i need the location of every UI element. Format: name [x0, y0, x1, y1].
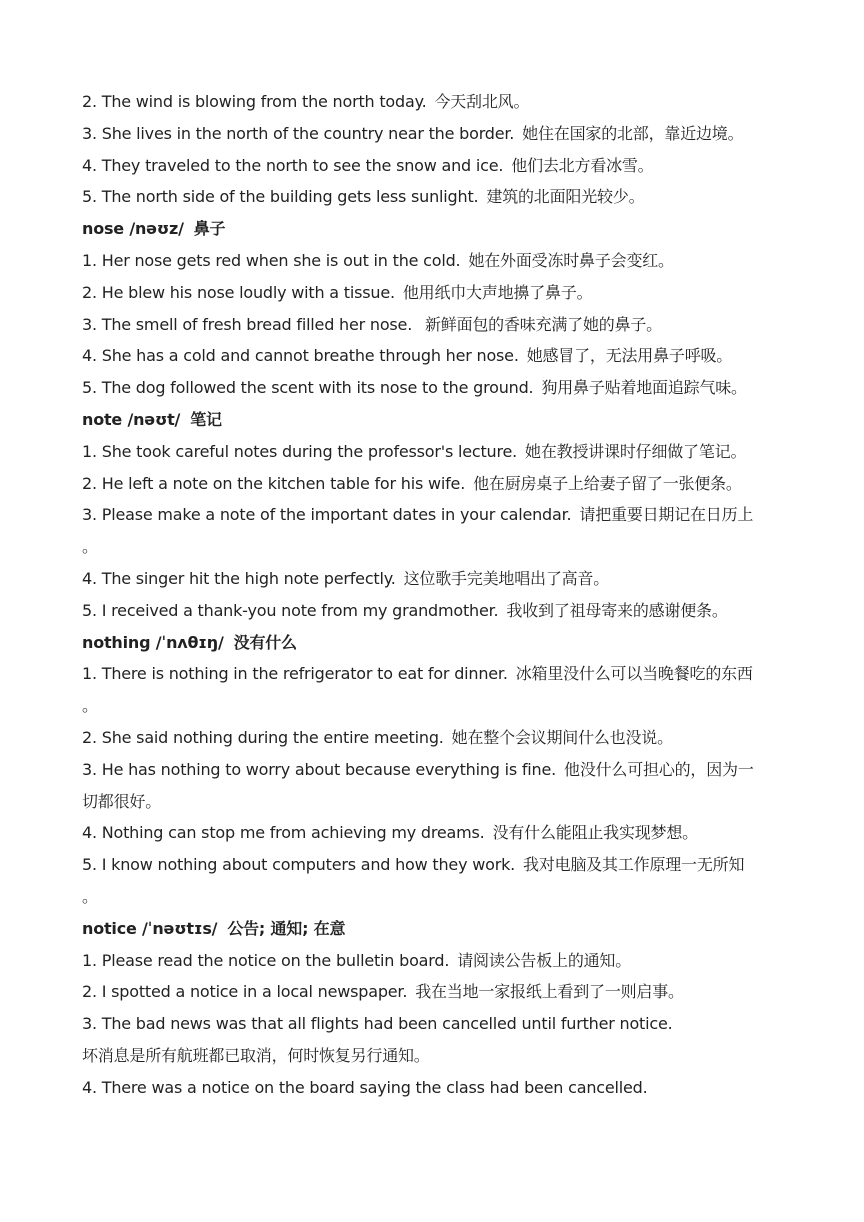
english-sentence: 3. He has nothing to worry about because everything is fine. [82, 759, 557, 779]
sentence-line [82, 945, 787, 977]
chinese-translation: 他没什么可担心的，因为一 [564, 759, 754, 779]
chinese-translation: 这位歌手完美地唱出了高音。 [403, 568, 610, 588]
english-sentence: 2. He blew his nose loudly with a tissue. [82, 282, 395, 302]
chinese-translation: 切都很好。 [82, 791, 162, 811]
sentence-line [82, 817, 787, 849]
headword-line [82, 627, 787, 659]
headword-term: note /nəʊt/ [82, 409, 181, 429]
sentence-line [82, 86, 787, 118]
document-body [82, 86, 787, 1104]
english-sentence: 5. I know nothing about computers and how they work. [82, 855, 516, 875]
chinese-translation: 新鲜面包的香味充满了她的鼻子。 [420, 314, 662, 334]
chinese-translation: 请把重要日期记在日历上 [579, 505, 754, 525]
sentence-line [82, 181, 787, 213]
english-sentence: 2. She said nothing during the entire meeting. [82, 727, 444, 747]
sentence-line [82, 658, 787, 690]
english-sentence: 1. There is nothing in the refrigerator to eat for dinner. [82, 664, 508, 684]
continuation-line [82, 1040, 787, 1072]
chinese-translation: 没有什么能阻止我实现梦想。 [492, 823, 698, 843]
english-sentence: 1. She took careful notes during the professor's lecture. [82, 441, 518, 461]
headword-meaning: 鼻子 [193, 219, 226, 239]
headword-line [82, 913, 787, 945]
sentence-line [82, 436, 787, 468]
english-sentence: 3. The smell of fresh bread filled her nose. [82, 314, 413, 334]
sentence-line [82, 372, 787, 404]
english-sentence: 4. She has a cold and cannot breathe through her nose. [82, 346, 519, 366]
continuation-line [82, 690, 787, 722]
chinese-translation: 冰箱里没什么可以当晚餐吃的东西 [515, 664, 753, 684]
chinese-translation: 今天刮北风。 [434, 92, 530, 111]
english-sentence: 2. He left a note on the kitchen table for his wife. [82, 473, 466, 493]
sentence-line [82, 1072, 787, 1104]
sentence-line [82, 722, 787, 754]
english-sentence: 5. The dog followed the scent with its nose to the ground. [82, 378, 534, 398]
sentence-line [82, 118, 787, 150]
chinese-translation: 我在当地一家报纸上看到了一则启事。 [415, 982, 684, 1002]
english-sentence: 2. I spotted a notice in a local newspaper. [82, 982, 408, 1002]
sentence-line [82, 563, 787, 595]
chinese-translation: 我收到了祖母寄来的感谢便条。 [506, 600, 728, 620]
chinese-translation: 她在整个会议期间什么也没说。 [451, 727, 673, 747]
chinese-translation: 请阅读公告板上的通知。 [457, 950, 632, 970]
english-sentence: 1. Her nose gets red when she is out in the cold. [82, 250, 461, 270]
english-sentence: 2. The wind is blowing from the north today. [82, 92, 427, 111]
sentence-line [82, 340, 787, 372]
headword-line [82, 404, 787, 436]
chinese-translation: 。 [82, 537, 98, 557]
sentence-line [82, 468, 787, 500]
chinese-translation: 坏消息是所有航班都已取消，何时恢复另行通知。 [82, 1045, 430, 1065]
english-sentence: 1. Please read the notice on the bulletin board. [82, 950, 450, 970]
english-sentence: 3. The bad news was that all flights had been cancelled until further notice. [82, 1014, 673, 1034]
sentence-line [82, 277, 787, 309]
sentence-line [82, 976, 787, 1008]
chinese-translation: 她住在国家的北部，靠近边境。 [522, 123, 744, 143]
english-sentence: 5. I received a thank-you note from my grandmother. [82, 600, 499, 620]
english-sentence: 3. Please make a note of the important dates in your calendar. [82, 505, 572, 525]
headword-meaning: 公告; 通知; 在意 [227, 918, 346, 938]
headword-term: nothing /ˈnʌθɪŋ/ [82, 632, 224, 652]
chinese-translation: 狗用鼻子贴着地面追踪气味。 [541, 378, 747, 398]
continuation-line [82, 786, 787, 818]
english-sentence: 4. The singer hit the high note perfectly. [82, 568, 396, 588]
chinese-translation: 建筑的北面阳光较少。 [486, 187, 645, 207]
chinese-translation: 他们去北方看冰雪。 [511, 155, 654, 175]
chinese-translation: 她感冒了，无法用鼻子呼吸。 [526, 346, 733, 366]
headword-meaning: 没有什么 [233, 632, 297, 652]
sentence-line [82, 150, 787, 182]
chinese-translation: 。 [82, 696, 98, 716]
sentence-line [82, 849, 787, 881]
english-sentence: 5. The north side of the building gets less sunlight. [82, 187, 479, 207]
headword-term: nose /nəʊz/ [82, 219, 184, 239]
english-sentence: 4. There was a notice on the board saying the class had been cancelled. [82, 1077, 648, 1097]
sentence-line [82, 245, 787, 277]
continuation-line [82, 881, 787, 913]
english-sentence: 3. She lives in the north of the country near the border. [82, 123, 515, 143]
continuation-line [82, 531, 787, 563]
headword-line [82, 213, 787, 245]
chinese-translation: 他用纸巾大声地擤了鼻子。 [402, 282, 593, 302]
sentence-line [82, 1008, 787, 1040]
headword-meaning: 笔记 [190, 409, 222, 429]
chinese-translation: 我对电脑及其工作原理一无所知 [523, 855, 745, 875]
chinese-translation: 他在厨房桌子上给妻子留了一张便条。 [473, 473, 742, 493]
chinese-translation: 她在外面受冻时鼻子会变红。 [468, 250, 674, 270]
sentence-line [82, 499, 787, 531]
english-sentence: 4. They traveled to the north to see the snow and ice. [82, 155, 504, 175]
chinese-translation: 她在教授讲课时仔细做了笔记。 [525, 441, 747, 461]
sentence-line [82, 309, 787, 341]
sentence-line [82, 754, 787, 786]
chinese-translation: 。 [82, 886, 98, 906]
english-sentence: 4. Nothing can stop me from achieving my dreams. [82, 823, 485, 843]
headword-term: notice /ˈnəʊtɪs/ [82, 918, 218, 938]
sentence-line [82, 595, 787, 627]
